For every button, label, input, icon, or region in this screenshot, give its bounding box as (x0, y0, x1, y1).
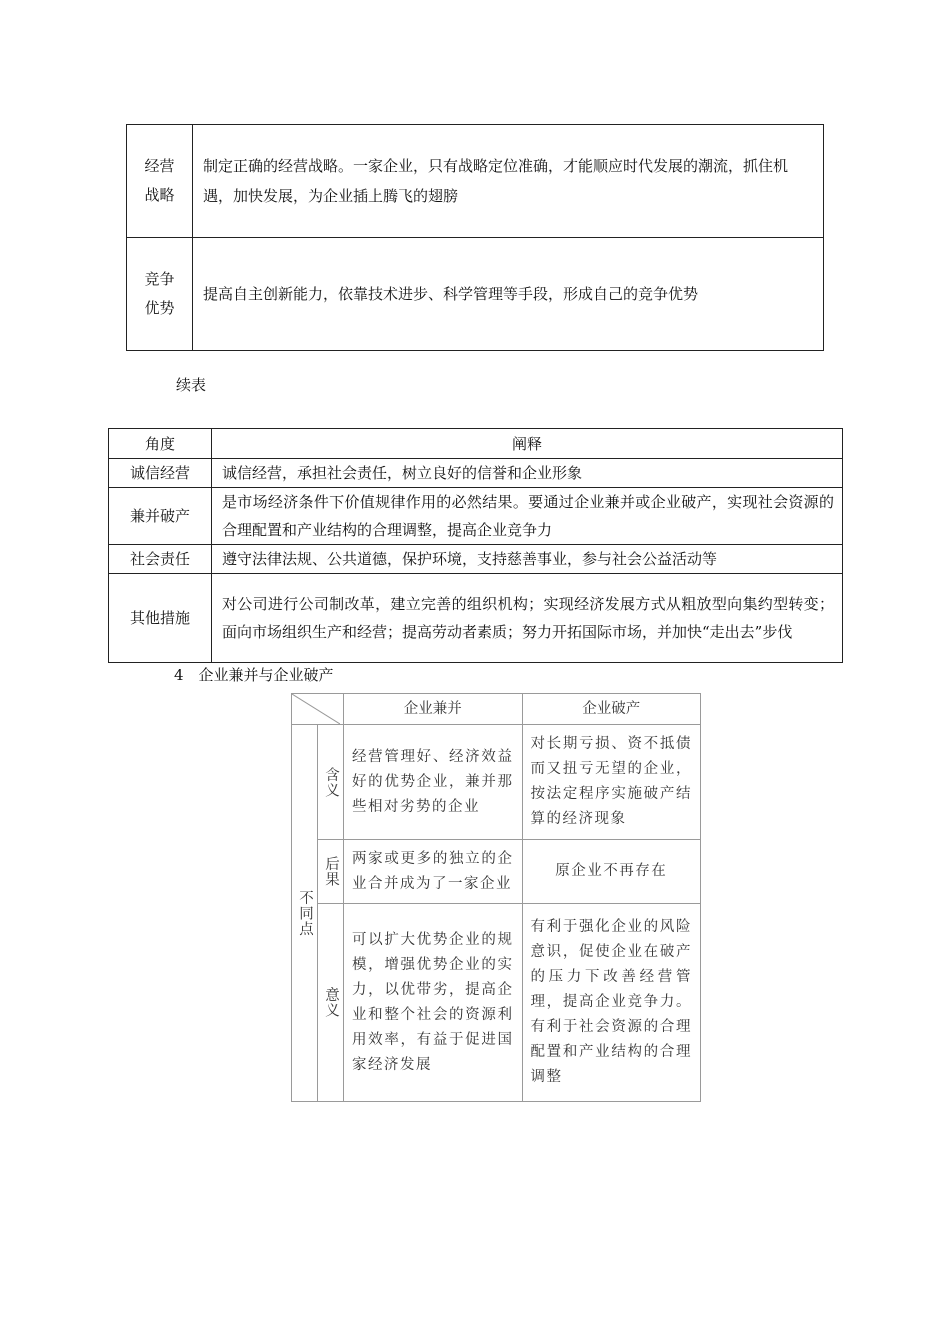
group-label: 不同点 (297, 889, 313, 937)
key-text: 竞争 优势 (144, 270, 175, 317)
table-row (292, 904, 701, 1102)
table-row (109, 488, 843, 545)
section-title: 4 企业兼并与企业破产 (174, 666, 334, 684)
merge-cell: 经营管理好、经济效益好的优势企业，兼并那些相对劣势的企业 (344, 725, 523, 840)
bankrupt-cell: 有利于强化企业的风险意识，促使企业在破产的压力下改善经营管理，提高企业竞争力。有利于社会资源的合理配置和产业结构的合理调整 (522, 904, 701, 1102)
table-header-row (109, 429, 843, 459)
header-angle: 角度 (109, 429, 212, 459)
row-label: 后果 (323, 856, 339, 887)
merge-cell: 两家或更多的独立的企业合并成为了一家企业 (344, 840, 523, 904)
row-label-cell (318, 904, 344, 1102)
table-row (109, 459, 843, 488)
row-key: 诚信经营 (109, 459, 212, 488)
merger-bankruptcy-table (291, 693, 701, 1102)
header-merge: 企业兼并 (344, 694, 523, 725)
row-key (127, 125, 193, 238)
bankrupt-cell: 对长期亏损、资不抵债而又扭亏无望的企业，按法定程序实施破产结算的经济现象 (522, 725, 701, 840)
row-key (127, 238, 193, 351)
table-row (292, 840, 701, 904)
row-value: 对公司进行公司制改革，建立完善的组织机构；实现经济发展方式从粗放型向集约型转变；面向市场组织生产和经营；提高劳动者素质；努力开拓国际市场，并加快“走出去”步伐 (212, 574, 843, 663)
row-value: 提高自主创新能力，依靠技术进步、科学管理等手段，形成自己的竞争优势 (193, 238, 824, 351)
row-label-cell (318, 725, 344, 840)
row-value: 制定正确的经营战略。一家企业，只有战略定位准确，才能顺应时代发展的潮流，抓住机遇，加快发展，为企业插上腾飞的翅膀 (193, 125, 824, 238)
table-row (127, 125, 824, 238)
row-key: 兼并破产 (109, 488, 212, 545)
bankrupt-cell: 原企业不再存在 (522, 840, 701, 904)
table-row (292, 725, 701, 840)
merge-cell: 可以扩大优势企业的规模，增强优势企业的实力，以优带劣，提高企业和整个社会的资源利用效率，有益于促进国家经济发展 (344, 904, 523, 1102)
header-explanation: 阐释 (212, 429, 843, 459)
table-row (109, 545, 843, 574)
row-label: 含义 (323, 766, 339, 798)
key-text: 经营 战略 (144, 157, 175, 204)
diagonal-corner-cell (292, 694, 344, 725)
row-key: 社会责任 (109, 545, 212, 574)
table-header-row (292, 694, 701, 725)
row-label-cell (318, 840, 344, 904)
measures-table (108, 428, 843, 663)
table-row (127, 238, 824, 351)
row-value: 是市场经济条件下价值规律作用的必然结果。要通过企业兼并或企业破产，实现社会资源的合理配置和产业结构的合理调整，提高企业竞争力 (212, 488, 843, 545)
row-label: 意义 (323, 987, 339, 1018)
row-key: 其他措施 (109, 574, 212, 663)
strategy-table (126, 124, 824, 351)
row-value: 诚信经营，承担社会责任，树立良好的信誉和企业形象 (212, 459, 843, 488)
table-row (109, 574, 843, 663)
group-label-cell (292, 725, 318, 1102)
diagonal-line (292, 694, 340, 724)
row-value: 遵守法律法规、公共道德，保护环境，支持慈善事业，参与社会公益活动等 (212, 545, 843, 574)
continued-label: 续表 (176, 376, 207, 394)
header-bankrupt: 企业破产 (522, 694, 701, 725)
